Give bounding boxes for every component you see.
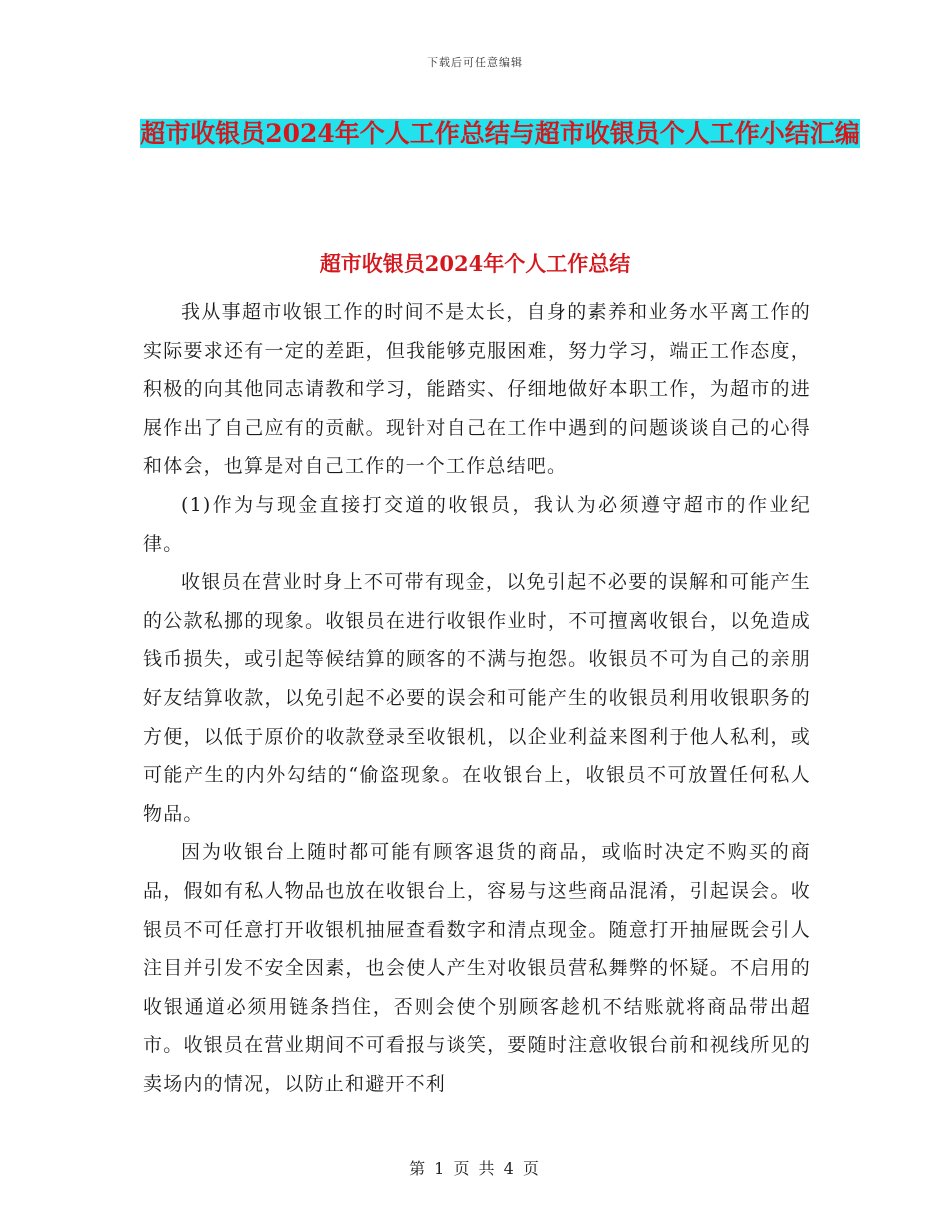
section-heading: 超市收银员2024年个人工作总结: [319, 251, 631, 276]
document-title: [140, 112, 860, 156]
paragraph: 因为收银台上随时都可能有顾客退货的商品，或临时决定不购买的商品，假如有私人物品也放在收银台上，容易与这些商品混淆，引起误会。收银员不可任意打开收银机抽屉查看数字和清点现金。随意打开抽屉既会引人注目并引发不安全因素，也会使人产生对收银员营私舞弊的怀疑。不启用的收银通道必须用链条挡住，否则会使个别顾客趁机不结账就将商品带出超市。收银员在营业期间不可看报与谈笑，要随时注意收银台前和视线所见的卖场内的情况，以防止和避开不利: [143, 841, 811, 1095]
paragraph: (1)作为与现金直接打交道的收银员，我认为必须遵守超市的作业纪律。: [143, 493, 811, 555]
paragraph: 我从事超市收银工作的时间不是太长，自身的素养和业务水平离工作的实际要求还有一定的差距，但我能够克服困难，努力学习，端正工作态度，积极的向其他同志请教和学习，能踏实、仔细地做好本职工作，为超市的进展作出了自己应有的贡献。现针对自己在工作中遇到的问题谈谈自己的心得和体会，也算是对自己工作的一个工作总结吧。: [143, 301, 811, 478]
paragraph: 收银员在营业时身上不可带有现金，以免引起不必要的误解和可能产生的公款私挪的现象。收银员在进行收银作业时，不可擅离收银台，以免造成钱币损失，或引起等候结算的顾客的不满与抱怨。收银员不可为自己的亲朋好友结算收款，以免引起不必要的误会和可能产生的收银员利用收银职务的方便，以低于原价的收款登录至收银机，以企业利益来图利于他人私利，或可能产生的内外勾结的“偷盗现象。在收银台上，收银员不可放置任何私人物品。: [143, 571, 811, 825]
header-note: 下载后可任意编辑: [427, 56, 523, 69]
document-body: [143, 293, 811, 1103]
document-title-text: 超市收银员2024年个人工作总结与超市收银员个人工作小结汇编: [140, 119, 860, 148]
page-footer: 第 1 页 共 4 页: [409, 1159, 541, 1178]
